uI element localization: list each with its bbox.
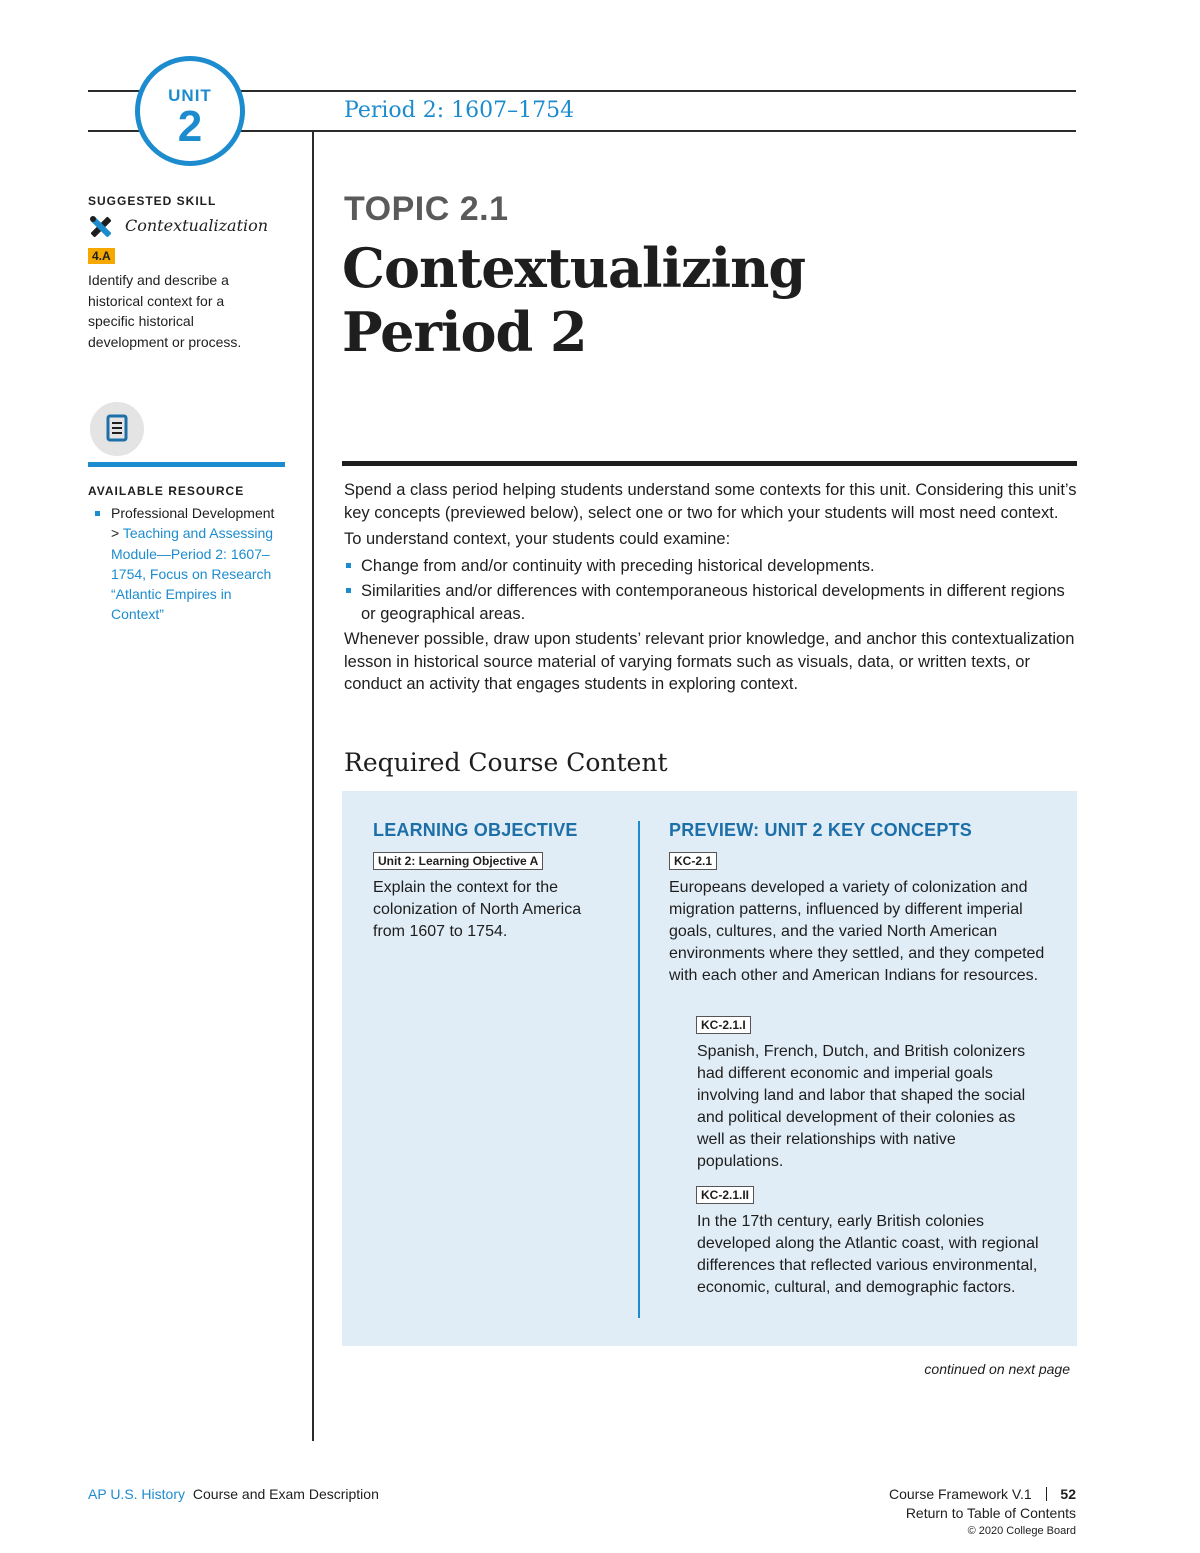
topic-label: TOPIC 2.1 [344, 190, 509, 228]
intro-bullet: Change from and/or continuity with preceding historical developments. [344, 555, 1080, 578]
suggested-skill-label: SUGGESTED SKILL [88, 194, 217, 208]
sub-concept-tag-wrap [696, 1016, 751, 1034]
resource-item-prefix: > [111, 525, 120, 542]
kc-text: Europeans developed a variety of colonization and migration patterns, influenced by different imperial goals, cultures, and the varied North American environments where they settled, and they competed with each other and American Indians for resources. [669, 879, 1045, 984]
bullet-square [346, 563, 351, 568]
doc-title: Course and Exam Description [192, 1486, 379, 1502]
intro-para2: To understand context, your students could examine: [344, 530, 731, 548]
skill-name: Contextualization [125, 216, 269, 235]
required-content-box [342, 791, 1077, 1346]
topic-title-line1: Contextualizing [342, 236, 806, 300]
learning-objective-heading: LEARNING OBJECTIVE [373, 820, 578, 840]
lo-text: Explain the context for the colonization of North America from 1607 to 1754. [373, 879, 582, 940]
continued-note: continued on next page [924, 1361, 1070, 1377]
sidebar-divider [88, 462, 285, 467]
copyright: © 2020 College Board [967, 1525, 1076, 1537]
required-content-heading: Required Course Content [344, 748, 668, 777]
skill-description: Identify and describe a historical context for a specific historical development or process. [88, 272, 242, 350]
key-concepts-heading: PREVIEW: UNIT 2 KEY CONCEPTS [669, 820, 972, 840]
resource-item [90, 503, 275, 625]
page-number: 52 [1060, 1486, 1076, 1502]
footer-right [760, 1486, 1076, 1502]
sub-concept-tag-wrap [696, 1186, 754, 1204]
sub-concept-tag: KC-2.1.II [696, 1186, 754, 1204]
topic-title-line2: Period 2 [342, 300, 587, 364]
tools-icon [88, 214, 114, 240]
intro-para1: Spend a class period helping students understand some contexts for this unit. Considering this unit’s key concepts (previewed below), select one or two for which your students will most need context. [344, 481, 1077, 522]
lo-tag: Unit 2: Learning Objective A [373, 852, 543, 870]
sub-concept-text: Spanish, French, Dutch, and British colonizers had different economic and imperial goals involving land and labor that shaped the social and political development of their colonies as well as their relationships with native populations. [697, 1043, 1026, 1170]
intro-text [344, 479, 1080, 700]
intro-bullet: Similarities and/or differences with contemporaneous historical developments in different regions or geographical areas. [344, 580, 1080, 625]
kc-tag: KC-2.1 [669, 852, 717, 870]
unit-label: UNIT [168, 86, 212, 105]
unit-number: 2 [177, 102, 203, 151]
sub-concept-text: In the 17th century, early British colonies developed along the Atlantic coast, with regional differences that reflected various environmental, economic, cultural, and demographic factors. [697, 1213, 1039, 1296]
available-resource-label: AVAILABLE RESOURCE [88, 484, 245, 498]
resource-link[interactable]: Teaching and Assessing Module—Period 2: 1607–1754, Focus on Research “Atlantic Empires in Context” [111, 525, 274, 623]
framework-label: Course Framework V.1 [888, 1486, 1032, 1502]
box-column-divider [638, 821, 640, 1318]
document-icon [90, 402, 144, 456]
intro-para3: Whenever possible, draw upon students’ relevant prior knowledge, and anchor this contextualization lesson in historical source material of varying formats such as visuals, data, or written texts, or conduct an activity that engages students in exploring context. [344, 630, 1075, 693]
footer-separator [1046, 1487, 1047, 1501]
bullet-square [95, 511, 100, 516]
unit-badge [135, 56, 245, 166]
sub-concept-tag: KC-2.1.I [696, 1016, 751, 1034]
lo-tag-wrap [373, 852, 543, 870]
period-title: Period 2: 1607–1754 [344, 98, 575, 123]
resource-item-plain: Professional Development [111, 505, 275, 521]
bullet-square [346, 588, 351, 593]
resource-list [90, 503, 275, 625]
title-rule [342, 461, 1077, 466]
topic-title [342, 236, 805, 364]
kc-tag-wrap [669, 852, 717, 870]
footer-left [88, 1486, 379, 1502]
toc-link[interactable]: Return to Table of Contents [905, 1505, 1076, 1521]
skill-code-tag: 4.A [88, 248, 115, 264]
column-divider [312, 131, 314, 1441]
course-name: AP U.S. History [88, 1486, 185, 1502]
intro-bullets [344, 555, 1080, 626]
